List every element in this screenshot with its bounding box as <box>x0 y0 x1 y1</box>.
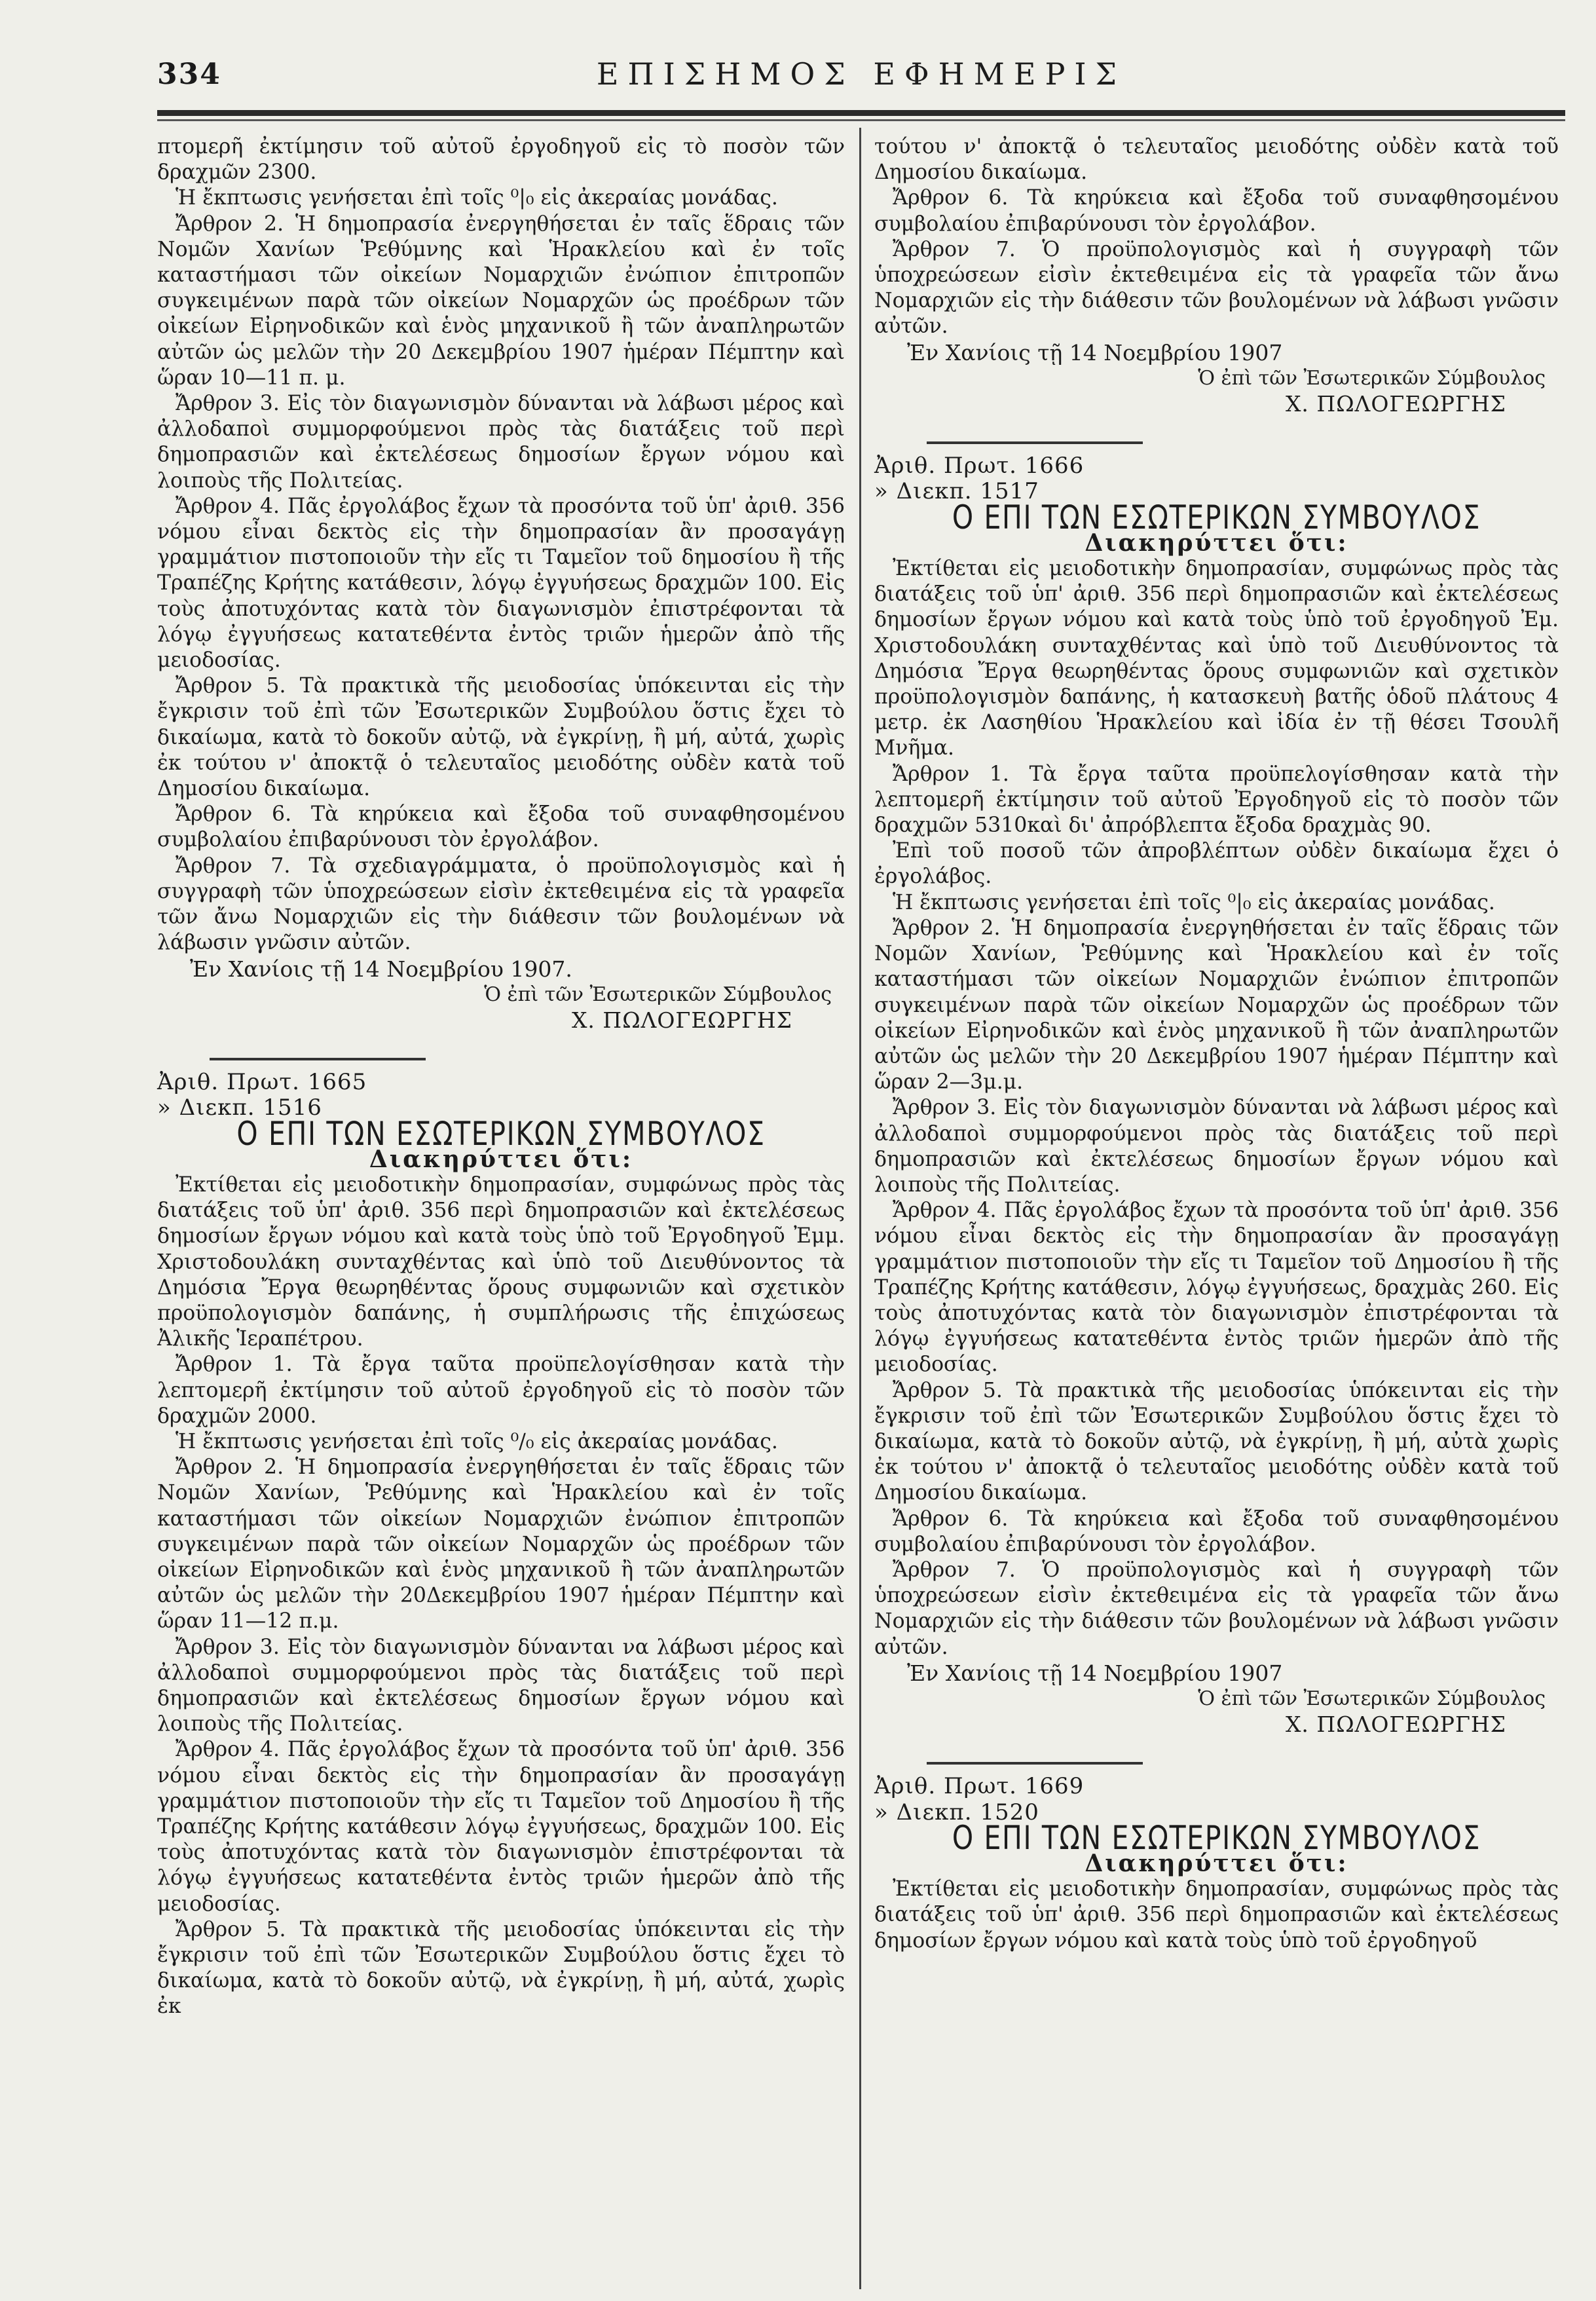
paragraph: Ἐκτίθεται εἰς μειοδοτικὴν δημοπρασίαν, συμφώνως πρὸς τὰς διατάξεις τοῦ ὑπ' ἀριθ. 356 περὶ δημοπρασιῶν καὶ ἐκτελέσεως δημοσίων ἔργων νόμου καὶ κατὰ τοὺς ὑπὸ τοῦ ἐργοδηγοῦ <box>874 1877 1559 1953</box>
signature-office: Ὁ ἐπὶ τῶν Ἐσωτερικῶν Σύμβουλος <box>1198 366 1546 390</box>
dispatch-number: » Διεκπ. 1520 <box>874 1799 1039 1825</box>
signature-office: Ὁ ἐπὶ τῶν Ἐσωτερικῶν Σύμβουλος <box>484 982 832 1006</box>
article-6: Ἄρθρον 6. Τὰ κηρύκεια καὶ ἔξοδα τοῦ συναφθησομένου συμβολαίου ἐπιβαρύνουσι τὸν ἐργολάβον. <box>874 1506 1559 1556</box>
dateline: Ἐν Χανίοις τῇ 14 Νοεμβρίου 1907 <box>907 1660 1283 1686</box>
gazette-title: ΕΠΙΣΗΜΟΣ ΕΦΗΜΕΡΙΣ <box>596 56 1126 92</box>
signature-name: Χ. ΠΩΛΟΓΕΩΡΓΗΣ <box>1285 391 1506 417</box>
article-6: Ἄρθρον 6. Τὰ κηρύκεια καὶ ἔξοδα τοῦ συναφθησομένου συμβολαίου ἐπιβαρύνουσι τὸν ἐργολάβον. <box>874 186 1559 236</box>
article-7: Ἄρθρον 7. Ὁ προϋπολογισμὸς καὶ ἡ συγγραφὴ τῶν ὑποχρεώσεων εἰσὶν ἐκτεθειμένα εἰς τὰ γραφεῖα τῶν ἄνω Νομαρχιῶν εἰς τὴν διάθεσιν τῶν βουλομένων νὰ λάβωσι γνῶσιν αὐτῶν. <box>874 1558 1559 1659</box>
article-7: Ἄρθρον 7. Ὁ προϋπολογισμὸς καὶ ἡ συγγραφὴ τῶν ὑποχρεώσεων εἰσὶν ἐκτεθειμένα εἰς τὰ γραφεῖα τῶν ἄνω Νομαρχιῶν εἰς τὴν διάθεσιν τῶν βουλομένων νὰ λάβωσι γνῶσιν αὐτῶν. <box>874 237 1559 339</box>
page-header <box>157 51 1565 110</box>
article-3: Ἄρθρον 3. Εἰς τὸν διαγωνισμὸν δύνανται νὰ λάβωσι μέρος καὶ ἀλλοδαποὶ συμμορφούμενοι πρὸς τὰς διατάξεις τοῦ περὶ δημοπρασιῶν καὶ ἐκτελέσεως δημοσίων ἔργων νόμου καὶ λοιποὺς τῆς Πολιτείας. <box>157 392 845 493</box>
protocol-number: Ἀριθ. Πρωτ. 1665 <box>157 1069 367 1096</box>
article-5: Ἄρθρον 5. Τὰ πρακτικὰ τῆς μειοδοσίας ὑπόκεινται εἰς τὴν ἔγκρισιν τοῦ ἐπὶ τῶν Ἐσωτερικῶν Συμβούλου ὅστις ἔχει τὸ δικαίωμα, κατὰ τὸ δοκοῦν αὐτῷ, νὰ ἐγκρίνῃ, ἢ μή, αὐτά, χωρὶς ἐκ <box>157 1917 845 2019</box>
article-3: Ἄρθρον 3. Εἰς τὸν διαγωνισμὸν δύνανται νὰ λάβωσι μέρος καὶ ἀλλοδαποὶ συμμορφούμενοι πρὸς τὰς διατάξεις τοῦ περὶ δημοπρασιῶν καὶ ἐκτελέσεως δημοσίων ἔργων νόμου καὶ λοιποὺς τῆς Πολιτείας. <box>874 1096 1559 1197</box>
article-2: Ἄρθρον 2. Ἡ δημοπρασία ἐνεργηθήσεται ἐν ταῖς ἕδραις τῶν Νομῶν Χανίων, Ῥεθύμνης καὶ Ἡρακλείου καὶ ἐν τοῖς καταστήμασι τῶν οἰκείων Νομαρχιῶν ἐνώπιον ἐπιτροπῶν συγκειμένων παρὰ τῶν οἰκείων Νομαρχῶν ὡς προέδρων τῶν οἰκείων Εἰρηνοδικῶν καὶ ἑνὸς μηχανικοῦ ἢ τῶν ἀναπληρωτῶν αὐτῶν ὡς μελῶν τὴν 20Δεκεμβρίου 1907 ἡμέραν Πέμπτην καὶ ὥραν 11—12 π.μ. <box>157 1455 845 1634</box>
protocol-number: Ἀριθ. Πρωτ. 1666 <box>874 453 1085 479</box>
article-1: Ἄρθρον 1. Τὰ ἔργα ταῦτα προϋπελογίσθησαν κατὰ τὴν λεπτομερῆ ἐκτίμησιν τοῦ αὐτοῦ Ἐργοδηγοῦ εἰς τὸ ποσὸν τῶν δραχμῶν 5310καὶ δι' ἀπρόβλεπτα ἔξοδα δραχμὰς 90. <box>874 762 1559 838</box>
paragraph: Ἡ ἔκπτωσις γενήσεται ἐπὶ τοῖς ⁰/₀ εἰς ἀκεραίας μονάδας. <box>176 1429 778 1453</box>
header-rule-thin <box>157 119 1565 121</box>
dispatch-number: » Διεκπ. 1516 <box>157 1094 322 1121</box>
section-separator <box>927 1762 1143 1765</box>
signature-office: Ὁ ἐπὶ τῶν Ἐσωτερικῶν Σύμβουλος <box>1198 1687 1546 1710</box>
article-5: Ἄρθρον 5. Τὰ πρακτικὰ τῆς μειοδοσίας ὑπόκεινται εἰς τὴν ἔγκρισιν τοῦ ἐπὶ τῶν Ἐσωτερικῶν Συμβούλου ὅστις ἔχει τὸ δικαίωμα, κατὰ τὸ δοκοῦν αὐτῷ, νὰ ἐγκρίνῃ, ἢ μή, αὐτά, χωρὶς ἐκ τούτου ν' ἀποκτᾷ ὁ τελευταῖος μειοδότης οὐδὲν κατὰ τοῦ Δημοσίου δικαίωμα. <box>157 674 845 801</box>
page-number: 334 <box>157 58 221 91</box>
signature-name: Χ. ΠΩΛΟΓΕΩΡΓΗΣ <box>1285 1712 1506 1738</box>
column-divider <box>859 128 861 2289</box>
article-1: Ἄρθρον 1. Τὰ ἔργα ταῦτα προϋπελογίσθησαν κατὰ τὴν λεπτομερῆ ἐκτίμησιν τοῦ αὐτοῦ ἐργοδηγοῦ εἰς τὸ ποσὸν τῶν δραχμῶν 2000. <box>157 1353 845 1428</box>
article-2: Ἄρθρον 2. Ἡ δημοπρασία ἐνεργηθήσεται ἐν ταῖς ἕδραις τῶν Νομῶν Χανίων, Ῥεθύμνης καὶ Ἡρακλείου καὶ ἐν τοῖς καταστήμασι τῶν οἰκείων Νομαρχιῶν ἐνώπιον ἐπιτροπῶν συγκειμένων παρὰ τῶν οἰκείων Νομαρχῶν ὡς προέδρων τῶν οἰκείων Εἰρηνοδικῶν καὶ ἑνὸς μηχανικοῦ ἢ τῶν ἀναπληρωτῶν αὐτῶν ὡς μελῶν τὴν 20 Δεκεμβρίου 1907 ἡμέραν Πέμπτην καὶ ὥραν 2—3μ.μ. <box>874 916 1559 1094</box>
right-column <box>874 134 1559 1954</box>
article-4: Ἄρθρον 4. Πᾶς ἐργολάβος ἔχων τὰ προσόντα τοῦ ὑπ' ἀριθ. 356 νόμου εἶναι δεκτὸς εἰς τὴν δημοπρασίαν ἂν προσαγάγῃ γραμμάτιον πιστοποιοῦν τὴν εἴς τι Ταμεῖον τοῦ δημοσίου ἢ τῆς Τραπέζης Κρήτης κατάθεσιν, λόγῳ ἐγγυήσεως δραχμῶν 100. Εἰς τοὺς ἀποτυχόντας κατὰ τὸν διαγωνισμὸν ἐπιστρέφονται τὰ λόγῳ ἐγγυήσεως κατατεθέντα ἐντὸς τριῶν ἡμερῶν ἀπὸ τῆς μειοδοσίας. <box>157 494 845 673</box>
header-rule <box>157 110 1565 116</box>
paragraph: Ἐπὶ τοῦ ποσοῦ τῶν ἀπροβλέπτων οὐδὲν δικαίωμα ἔχει ὁ ἐργολάβος. <box>874 839 1559 889</box>
article-5: Ἄρθρον 5. Τὰ πρακτικὰ τῆς μειοδοσίας ὑπόκεινται εἰς τὴν ἔγκρισιν τοῦ ἐπὶ τῶν Ἐσωτερικῶν Συμβούλου ὅστις ἔχει τὸ δικαίωμα, κατὰ τὸ δοκοῦν αὐτῷ, νὰ ἐγκρίνῃ, ἢ μή, αὐτὰ χωρὶς ἐκ τούτου ν' ἀποκτᾷ ὁ τελευταῖος μειοδότης οὐδὲν κατὰ τοῦ Δημοσίου δικαίωμα. <box>874 1378 1559 1505</box>
section-title: Ο ΕΠΙ ΤΩΝ ΕΣΩΤΕΡΙΚΩΝ ΣΥΜΒΟΥΛΟΣ <box>952 498 1481 536</box>
section-separator <box>210 1058 426 1060</box>
dateline: Ἐν Χανίοις τῇ 14 Νοεμβρίου 1907 <box>907 339 1283 365</box>
section-title: Ο ΕΠΙ ΤΩΝ ΕΣΩΤΕΡΙΚΩΝ ΣΥΜΒΟΥΛΟΣ <box>236 1114 766 1153</box>
protocol-number: Ἀριθ. Πρωτ. 1669 <box>874 1773 1085 1800</box>
dateline: Ἐν Χανίοις τῇ 14 Νοεμβρίου 1907. <box>190 956 572 982</box>
article-4: Ἄρθρον 4. Πᾶς ἐργολάβος ἔχων τὰ προσόντα τοῦ ὑπ' ἀριθ. 356 νόμου εἶναι δεκτὸς εἰς τὴν δημοπρασίαν ἂν προσαγάγῃ γραμμάτιον πιστοποιοῦν τὴν εἴς τι Ταμεῖον τοῦ Δημοσίου ἢ τῆς Τραπέζης Κρήτης κατάθεσιν, λόγῳ ἐγγυήσεως, δραχμὰς 260. Εἰς τοὺς ἀποτυχόντας κατὰ τὸν διαγωνισμὸν ἐπιστρέφονται τὰ λόγῳ ἐγγυήσεως κατατεθέντα ἐντὸς τριῶν ἡμερῶν ἀπὸ τῆς μειοδοσίας. <box>874 1199 1559 1377</box>
article-6: Ἄρθρον 6. Τὰ κηρύκεια καὶ ἔξοδα τοῦ συναφθησομένου συμβολαίου ἐπιβαρύνουσι τὸν ἐργολάβον. <box>157 802 845 852</box>
section-title: Ο ΕΠΙ ΤΩΝ ΕΣΩΤΕΡΙΚΩΝ ΣΥΜΒΟΥΛΟΣ <box>952 1818 1481 1857</box>
signature-name: Χ. ΠΩΛΟΓΕΩΡΓΗΣ <box>571 1007 792 1033</box>
article-2: Ἄρθρον 2. Ἡ δημοπρασία ἐνεργηθήσεται ἐν ταῖς ἕδραις τῶν Νομῶν Χανίων Ῥεθύμνης καὶ Ἡρακλείου καὶ ἐν τοῖς καταστήμασι τῶν οἰκείων Νομαρχιῶν ἐνώπιον ἐπιτροπῶν συγκειμένων παρὰ τῶν οἰκείων Νομαρχῶν ὡς προέδρων τῶν οἰκείων Εἰρηνοδικῶν καὶ ἑνὸς μηχανικοῦ ἢ τῶν ἀναπληρωτῶν αὐτῶν ὡς μελῶν τὴν 20 Δεκεμβρίου 1907 ἡμέραν Πέμπτην καὶ ὥραν 10—11 π. μ. <box>157 212 845 390</box>
section-separator <box>927 441 1143 444</box>
paragraph: τούτου ν' ἀποκτᾷ ὁ τελευταῖος μειοδότης οὐδὲν κατὰ τοῦ Δημοσίου δικαίωμα. <box>874 135 1559 185</box>
proclaims-heading: Διακηρύττει ὅτι: <box>369 1145 633 1173</box>
paragraph: πτομερῆ ἐκτίμησιν τοῦ αὐτοῦ ἐργοδηγοῦ εἰς τὸ ποσὸν τῶν δραχμῶν 2300. <box>157 135 845 185</box>
paragraph: Ἡ ἔκπτωσις γενήσεται ἐπὶ τοῖς ⁰|₀ εἰς ἀκεραίας μονάδας. <box>176 186 778 210</box>
proclaims-heading: Διακηρύττει ὅτι: <box>1085 529 1348 557</box>
paragraph: Ἐκτίθεται εἰς μειοδοτικὴν δημοπρασίαν, συμφώνως πρὸς τὰς διατάξεις τοῦ ὑπ' ἀριθ. 356 περὶ δημοπρασιῶν καὶ ἐκτελέσεως δημοσίων ἔργων νόμου καὶ κατὰ τοὺς ὑπὸ τοῦ Ἐργοδηγοῦ Ἐμμ. Χριστοδουλάκη συνταχθέντας καὶ ὑπὸ τοῦ Διευθύνοντος τὰ Δημόσια Ἔργα θεωρηθέντας ὅρους συμφωνιῶν καὶ σχετικὸν προϋπολογισμὸν δαπάνης, ἡ συμπλήρωσις τῆς ἐπιχώσεως Ἀλικῆς Ἱεραπέτρου. <box>157 1172 845 1351</box>
paragraph: Ἐκτίθεται εἰς μειοδοτικὴν δημοπρασίαν, συμφώνως πρὸς τὰς διατάξεις τοῦ ὑπ' ἀριθ. 356 περὶ δημοπρασιῶν καὶ ἐκτελέσεως δημοσίων ἔργων νόμου καὶ κατὰ τοὺς ὑπὸ τοῦ ἐργοδηγοῦ Ἐμ. Χριστοδουλάκη συνταχθέντας καὶ ὑπὸ τοῦ Διευθύνοντος τὰ Δημόσια Ἔργα θεωρηθέντας ὅρους συμφωνιῶν καὶ σχετικὸν προϋπολογισμὸν δαπάνης, ἡ κατασκευὴ βατῆς ὁδοῦ πλάτους 4 μετρ. ἐκ Λασηθίου Ἡρακλείου καὶ ἰδία ἐν τῇ θέσει Τσουλῆ Μνῆμα. <box>874 557 1559 760</box>
proclaims-heading: Διακηρύττει ὅτι: <box>1085 1850 1348 1877</box>
article-7: Ἄρθρον 7. Τὰ σχεδιαγράμματα, ὁ προϋπολογισμὸς καὶ ἡ συγγραφὴ τῶν ὑποχρεώσεων εἰσὶν ἐκτεθειμένα εἰς τὰ γραφεῖα τῶν ἄνω Νομαρχιῶν εἰς τὴν διάθεσιν τῶν βουλομένων νὰ λάβωσιν γνῶσιν αὐτῶν. <box>157 853 845 955</box>
article-3: Ἄρθρον 3. Εἰς τὸν διαγωνισμὸν δύνανται να λάβωσι μέρος καὶ ἀλλοδαποὶ συμμορφούμενοι πρὸς τὰς διατάξεις τοῦ περὶ δημοπρασιῶν καὶ ἐκτελέσεως δημοσίων ἔργων νόμου καὶ λοιποὺς τῆς Πολιτείας. <box>157 1635 845 1736</box>
article-4: Ἄρθρον 4. Πᾶς ἐργολάβος ἔχων τὰ προσόντα τοῦ ὑπ' ἀριθ. 356 νόμου εἶναι δεκτὸς εἰς τὴν δημοπρασίαν ἂν προσαγάγῃ γραμμάτιον πιστοποιοῦν τὴν εἴς τι Ταμεῖον τοῦ Δημοσίου ἢ τῆς Τραπέζης Κρήτης κατάθεσιν λόγῳ ἐγγυήσεως, δραχμῶν 100. Εἰς τοὺς ἀποτυχόντας κατὰ τὸν διαγωνισμὸν ἐπιστρέφονται τὰ λόγῳ ἐγγυήσεως κατατεθέντα ἐντὸς τριῶν ἡμερῶν ἀπὸ τῆς μειοδοσίας. <box>157 1738 845 1916</box>
left-column <box>157 134 845 2020</box>
paragraph: Ἡ ἔκπτωσις γενήσεται ἐπὶ τοῖς ⁰|₀ εἰς ἀκεραίας μονάδας. <box>893 890 1495 914</box>
dispatch-number: » Διεκπ. 1517 <box>874 478 1039 505</box>
